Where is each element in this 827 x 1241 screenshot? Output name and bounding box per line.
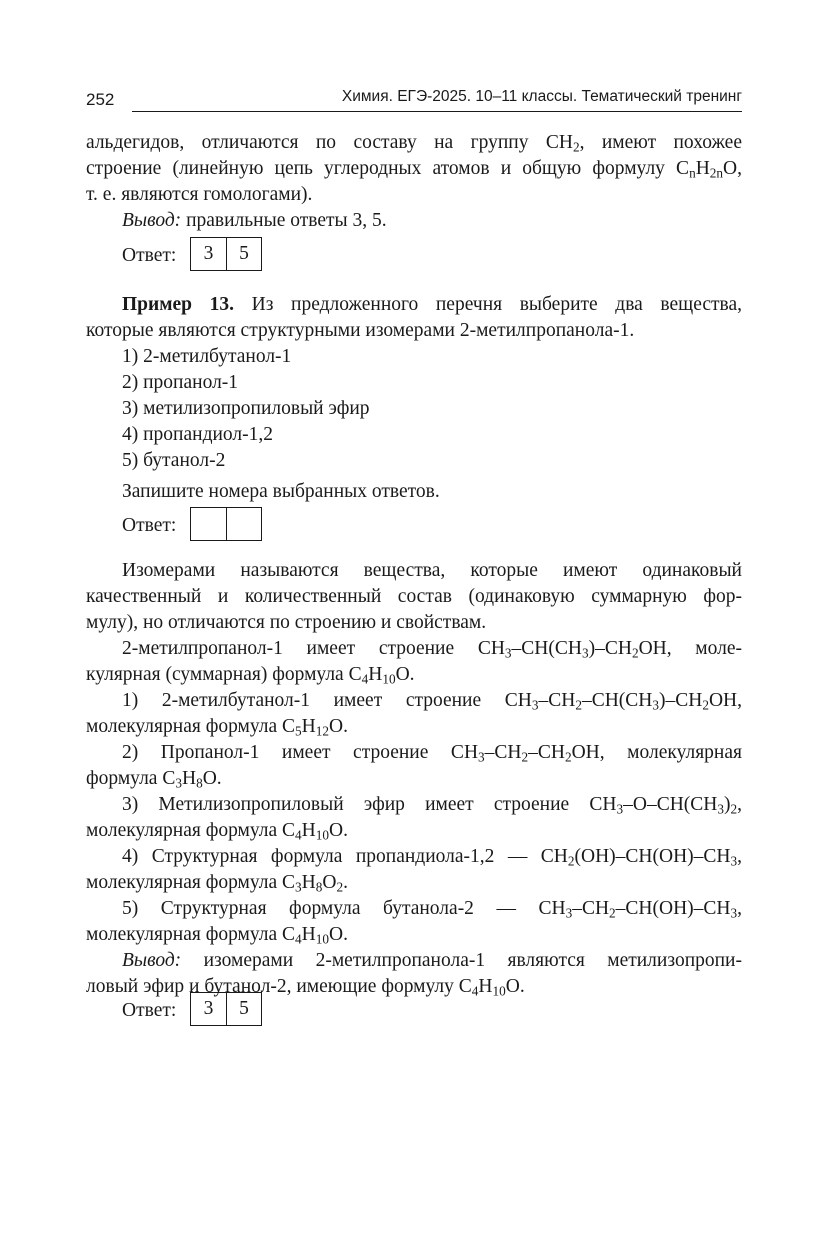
solution-p3-line-2: молекулярная формула $C_5H_{12}O$.: [86, 716, 348, 739]
solution-p6-line-1: 4) Структурная формула пропандиола-1,2 — $CH_2(OH)-CH(OH)-CH_3$,: [122, 846, 742, 869]
answer-box: [190, 237, 262, 271]
answer-box: [190, 992, 262, 1026]
intro-line-2: строение (линейную цепь углеродных атомов и общую формулу $C_nH_{2n}O$,: [86, 158, 742, 181]
answer-cell: 3: [203, 998, 214, 1019]
solution-p3-line-1: 1) 2-метилбутанол-1 имеет строение $CH_3-CH_2-CH(CH_3)-CH_2OH$,: [122, 690, 742, 713]
answer-label: Ответ:: [122, 245, 177, 266]
example-title-line: Пример 13. Из предложенного перечня выберите два вещества,: [122, 294, 742, 315]
answer-cell: 5: [226, 993, 261, 1025]
solution-conclusion-line-2: ловый эфир и бутанол-2, имеющие формулу $C_4H_{10}O$.: [86, 976, 525, 999]
solution-p4-line-1: 2) Пропанол-1 имеет строение $CH_3-CH_2-CH_2OH$, молекулярная: [122, 742, 742, 765]
answer-cell: 3: [203, 243, 214, 264]
option-3: 3) метилизопропиловый эфир: [122, 398, 370, 419]
solution-p4-line-2: формула $C_3H_8O$.: [86, 768, 222, 791]
intro-line-1: альдегидов, отличаются по составу на группу $CH_2$, имеют похожее: [86, 132, 742, 155]
solution-conclusion-line-1: Вывод: изомерами 2-метилпропанола-1 являются метилизопропи-: [122, 950, 742, 971]
option-1: 1) 2-метилбутанол-1: [122, 346, 292, 367]
answer-label: Ответ:: [122, 1000, 177, 1021]
page-header: [86, 86, 742, 112]
example-line-2: которые являются структурными изомерами 2-метилпропанола-1.: [86, 320, 635, 341]
page-number: 252: [86, 90, 115, 109]
instruction: Запишите номера выбранных ответов.: [122, 481, 440, 502]
solution-p7-line-1: 5) Структурная формула бутанола-2 — $CH_3-CH_2-CH(OH)-CH_3$,: [122, 898, 742, 921]
solution-p5-line-1: 3) Метилизопропиловый эфир имеет строение $CH_3-O-CH(CH_3)_2$,: [122, 794, 742, 817]
solution-p1-line-1: Изомерами называются вещества, которые имеют одинаковый: [122, 560, 742, 581]
answer-box-empty[interactable]: [190, 507, 262, 541]
answer-label: Ответ:: [122, 515, 177, 536]
solution-p5-line-2: молекулярная формула $C_4H_{10}O$.: [86, 820, 348, 843]
option-2: 2) пропанол-1: [122, 372, 239, 393]
option-5: 5) бутанол-2: [122, 450, 226, 471]
option-4: 4) пропандиол-1,2: [122, 424, 274, 445]
solution-p7-line-2: молекулярная формула $C_4H_{10}O$.: [86, 924, 348, 947]
answer-cell: 5: [226, 238, 261, 270]
solution-p1-line-3: мулу), но отличаются по строению и свойствам.: [86, 612, 487, 633]
header-rule: [132, 111, 742, 112]
running-title: Химия. ЕГЭ-2025. 10–11 классы. Тематический тренинг: [341, 88, 742, 105]
answer-cell[interactable]: [191, 508, 226, 540]
solution-p2-line-2: кулярная (суммарная) формула $C_4H_{10}O$.: [86, 664, 415, 687]
answer-cell[interactable]: [226, 508, 261, 540]
solution-p2-line-1: 2-метилпропанол-1 имеет строение $CH_3-CH(CH_3)-CH_2OH$, моле-: [122, 638, 742, 661]
solution-p6-line-2: молекулярная формула $C_3H_8O_2$.: [86, 872, 348, 895]
intro-line-3: т. е. являются гомологами).: [86, 184, 313, 205]
intro-conclusion: Вывод: правильные ответы 3, 5.: [122, 210, 387, 231]
example-title: Пример 13.: [122, 294, 235, 315]
solution-p1-line-2: качественный и количественный состав (одинаковую суммарную фор-: [86, 586, 742, 607]
